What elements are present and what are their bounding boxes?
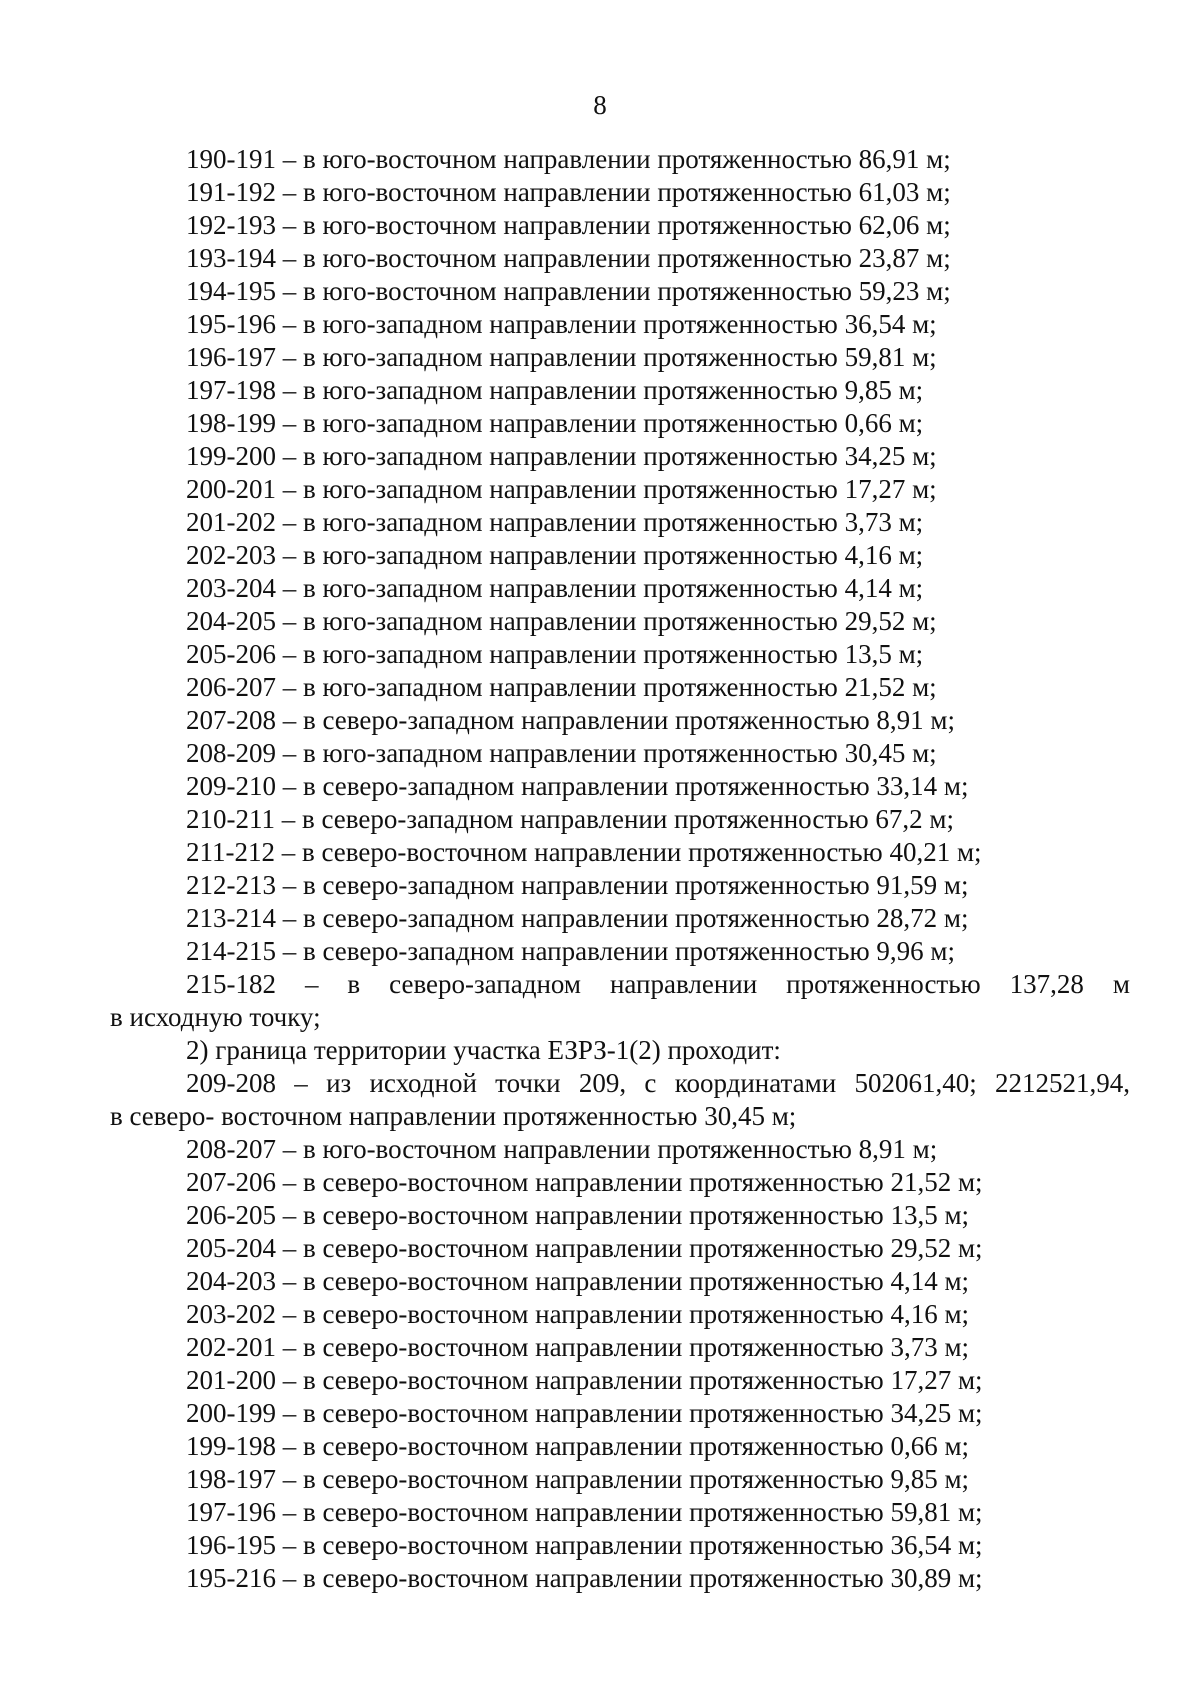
segment-line: 192-193 – в юго-восточном направлении протяженностью 62,06 м; — [186, 210, 951, 240]
segment-line-209-208: 209-208 – из исходной точки 209, с координатами 502061,40; 2212521,94, — [186, 1068, 1130, 1098]
segment-line: 198-197 – в северо-восточном направлении протяженностью 9,85 м; — [186, 1464, 970, 1494]
segment-line: 201-200 – в северо-восточном направлении протяженностью 17,27 м; — [186, 1365, 983, 1395]
segment-line: 207-206 – в северо-восточном направлении протяженностью 21,52 м; — [186, 1167, 983, 1197]
segment-line: 214-215 – в северо-западном направлении протяженностью 9,96 м; — [186, 936, 955, 966]
segment-line: 205-206 – в юго-западном направлении протяженностью 13,5 м; — [186, 639, 924, 669]
segment-line: 208-209 – в юго-западном направлении протяженностью 30,45 м; — [186, 738, 937, 768]
segment-line: 200-199 – в северо-восточном направлении протяженностью 34,25 м; — [186, 1398, 983, 1428]
segment-line: 212-213 – в северо-западном направлении протяженностью 91,59 м; — [186, 870, 969, 900]
segment-line: 203-202 – в северо-восточном направлении протяженностью 4,16 м; — [186, 1299, 970, 1329]
segment-line: 210-211 – в северо-западном направлении протяженностью 67,2 м; — [186, 804, 954, 834]
segment-line: 196-195 – в северо-восточном направлении протяженностью 36,54 м; — [186, 1530, 983, 1560]
segment-line: 199-198 – в северо-восточном направлении протяженностью 0,66 м; — [186, 1431, 970, 1461]
segment-line: 211-212 – в северо-восточном направлении протяженностью 40,21 м; — [186, 837, 982, 867]
segment-line: 199-200 – в юго-западном направлении протяженностью 34,25 м; — [186, 441, 937, 471]
segment-line: 196-197 – в юго-западном направлении протяженностью 59,81 м; — [186, 342, 937, 372]
segment-line: 202-203 – в юго-западном направлении протяженностью 4,16 м; — [186, 540, 924, 570]
section-2-heading: 2) граница территории участка ЕЗРЗ-1(2) проходит: — [186, 1035, 781, 1065]
segment-line: 205-204 – в северо-восточном направлении протяженностью 29,52 м; — [186, 1233, 983, 1263]
segment-line: 201-202 – в юго-западном направлении протяженностью 3,73 м; — [186, 507, 924, 537]
segment-line: 206-205 – в северо-восточном направлении протяженностью 13,5 м; — [186, 1200, 970, 1230]
segment-line: 207-208 – в северо-западном направлении протяженностью 8,91 м; — [186, 705, 955, 735]
segment-line: 203-204 – в юго-западном направлении протяженностью 4,14 м; — [186, 573, 924, 603]
segment-line: 204-205 – в юго-западном направлении протяженностью 29,52 м; — [186, 606, 937, 636]
segment-line: 213-214 – в северо-западном направлении протяженностью 28,72 м; — [186, 903, 969, 933]
segment-line: 198-199 – в юго-западном направлении протяженностью 0,66 м; — [186, 408, 924, 438]
segment-line: 209-210 – в северо-западном направлении протяженностью 33,14 м; — [186, 771, 969, 801]
page-number: 8 — [593, 90, 607, 120]
segment-line: 197-196 – в северо-восточном направлении протяженностью 59,81 м; — [186, 1497, 983, 1527]
segment-line: 191-192 – в юго-восточном направлении протяженностью 61,03 м; — [186, 177, 951, 207]
segment-line: 197-198 – в юго-западном направлении протяженностью 9,85 м; — [186, 375, 924, 405]
segment-line: 204-203 – в северо-восточном направлении протяженностью 4,14 м; — [186, 1266, 970, 1296]
segment-line: 206-207 – в юго-западном направлении протяженностью 21,52 м; — [186, 672, 937, 702]
segment-line: 190-191 – в юго-восточном направлении протяженностью 86,91 м; — [186, 144, 951, 174]
segment-line: 195-196 – в юго-западном направлении протяженностью 36,54 м; — [186, 309, 937, 339]
boundary-description — [110, 143, 1130, 1595]
segment-line-continuation: в исходную точку; — [110, 1002, 321, 1032]
segment-line: 193-194 – в юго-восточном направлении протяженностью 23,87 м; — [186, 243, 951, 273]
segment-line: 200-201 – в юго-западном направлении протяженностью 17,27 м; — [186, 474, 937, 504]
segment-line-continuation: в северо- восточном направлении протяженностью 30,45 м; — [110, 1101, 797, 1131]
segment-line: 202-201 – в северо-восточном направлении протяженностью 3,73 м; — [186, 1332, 970, 1362]
segment-line-215-182: 215-182 – в северо-западном направлении протяженностью 137,28 м — [186, 969, 1130, 999]
segment-line: 208-207 – в юго-восточном направлении протяженностью 8,91 м; — [186, 1134, 938, 1164]
segment-line: 194-195 – в юго-восточном направлении протяженностью 59,23 м; — [186, 276, 951, 306]
segment-line: 195-216 – в северо-восточном направлении протяженностью 30,89 м; — [186, 1563, 983, 1593]
